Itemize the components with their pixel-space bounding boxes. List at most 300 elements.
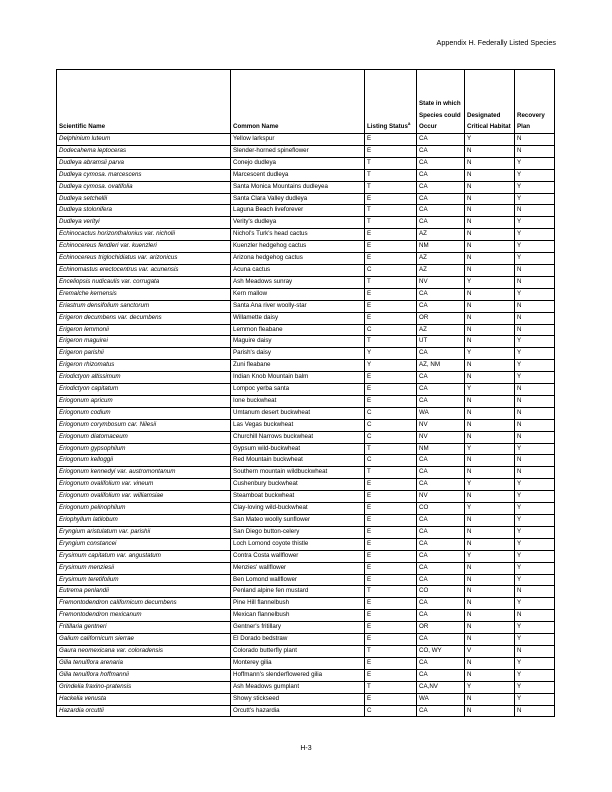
listing-status-cell: E xyxy=(365,229,417,241)
scientific-name-cell: Erysimum capitatum var. angustatum xyxy=(57,550,231,562)
critical-habitat-cell: N xyxy=(465,205,515,217)
listing-status-cell: E xyxy=(365,145,417,157)
recovery-plan-cell: N xyxy=(515,384,555,396)
col-scientific-name: Scientific Name xyxy=(57,70,231,134)
critical-habitat-cell: N xyxy=(465,455,515,467)
table-row xyxy=(57,288,555,300)
col-listing-status xyxy=(365,70,417,134)
recovery-plan-cell: N xyxy=(515,324,555,336)
table-row xyxy=(57,384,555,396)
recovery-plan-cell: Y xyxy=(515,181,555,193)
recovery-plan-cell: Y xyxy=(515,479,555,491)
table-row xyxy=(57,526,555,538)
state-cell: AZ xyxy=(417,324,465,336)
table-row xyxy=(57,312,555,324)
table-row xyxy=(57,169,555,181)
scientific-name-cell: Enceliopsis nudicaulis var. corrugata xyxy=(57,276,231,288)
table-row xyxy=(57,467,555,479)
scientific-name-cell: Galium californicum sierrae xyxy=(57,634,231,646)
scientific-name-cell: Erigeron rhizomatus xyxy=(57,360,231,372)
listing-status-cell: E xyxy=(365,526,417,538)
state-cell: CA xyxy=(417,705,465,717)
critical-habitat-cell: N xyxy=(465,395,515,407)
listing-status-cell: E xyxy=(365,193,417,205)
table-header-row xyxy=(57,70,555,134)
listing-status-cell: T xyxy=(365,181,417,193)
common-name-cell: Kuenzler hedgehog cactus xyxy=(231,241,365,253)
state-cell: OR xyxy=(417,312,465,324)
recovery-plan-cell: Y xyxy=(515,515,555,527)
state-cell: CA xyxy=(417,669,465,681)
recovery-plan-cell: Y xyxy=(515,622,555,634)
critical-habitat-cell: N xyxy=(465,515,515,527)
critical-habitat-cell: Y xyxy=(465,276,515,288)
critical-habitat-cell: N xyxy=(465,229,515,241)
recovery-plan-cell: Y xyxy=(515,241,555,253)
critical-habitat-cell: Y xyxy=(465,550,515,562)
common-name-cell: Red Mountain buckwheat xyxy=(231,455,365,467)
listing-status-cell: T xyxy=(365,443,417,455)
scientific-name-cell: Erysimum menziesii xyxy=(57,562,231,574)
scientific-name-cell: Dudleya cymosa. ovatifolia xyxy=(57,181,231,193)
scientific-name-cell: Eriogonum kelloggii xyxy=(57,455,231,467)
common-name-cell: Arizona hedgehog cactus xyxy=(231,253,365,265)
state-cell: CA xyxy=(417,217,465,229)
scientific-name-cell: Gilia tenuiflora arenaria xyxy=(57,657,231,669)
recovery-plan-cell: Y xyxy=(515,574,555,586)
state-cell: CO, WY xyxy=(417,645,465,657)
table-row xyxy=(57,157,555,169)
recovery-plan-cell: N xyxy=(515,431,555,443)
state-cell: CA xyxy=(417,574,465,586)
recovery-plan-cell: Y xyxy=(515,693,555,705)
common-name-cell: Santa Clara Valley dudleya xyxy=(231,193,365,205)
recovery-plan-cell: Y xyxy=(515,169,555,181)
state-cell: AZ xyxy=(417,264,465,276)
common-name-cell: Contra Costa wallflower xyxy=(231,550,365,562)
table-row xyxy=(57,586,555,598)
listing-status-cell: E xyxy=(365,598,417,610)
col-recovery-plan: Recovery Plan xyxy=(515,70,555,134)
listing-status-cell: T xyxy=(365,586,417,598)
critical-habitat-cell: N xyxy=(465,169,515,181)
table-row xyxy=(57,372,555,384)
common-name-cell: Gentner's fritillary xyxy=(231,622,365,634)
recovery-plan-cell: Y xyxy=(515,288,555,300)
state-cell: NV xyxy=(417,419,465,431)
listing-status-cell: Y xyxy=(365,348,417,360)
scientific-name-cell: Hazardia orcuttii xyxy=(57,705,231,717)
state-cell: CA xyxy=(417,169,465,181)
state-cell: CA xyxy=(417,300,465,312)
scientific-name-cell: Delphinium luteum xyxy=(57,134,231,146)
recovery-plan-cell: N xyxy=(515,145,555,157)
state-cell: CA xyxy=(417,515,465,527)
table-row xyxy=(57,574,555,586)
state-cell: AZ, NM xyxy=(417,360,465,372)
scientific-name-cell: Dodecahema leptoceras xyxy=(57,145,231,157)
common-name-cell: Southern mountain wildbuckwheat xyxy=(231,467,365,479)
common-name-cell: Slender-horned spineflower xyxy=(231,145,365,157)
listing-status-cell: E xyxy=(365,574,417,586)
state-cell: CA,NV xyxy=(417,681,465,693)
scientific-name-cell: Dudleya setchellii xyxy=(57,193,231,205)
scientific-name-cell: Eriodictyon altissimum xyxy=(57,372,231,384)
state-cell: NV xyxy=(417,431,465,443)
common-name-cell: Verity's dudleya xyxy=(231,217,365,229)
table-row xyxy=(57,610,555,622)
table-row xyxy=(57,515,555,527)
scientific-name-cell: Eriogonum apricum xyxy=(57,395,231,407)
col-state: State in which Species could Occur xyxy=(417,70,465,134)
listing-status-cell: E xyxy=(365,241,417,253)
scientific-name-cell: Eriogonum diatomaceum xyxy=(57,431,231,443)
state-cell: CA xyxy=(417,598,465,610)
listing-status-cell: E xyxy=(365,657,417,669)
scientific-name-cell: Eriogonum ovalifolium var. williamsiae xyxy=(57,491,231,503)
listing-status-cell: T xyxy=(365,217,417,229)
common-name-cell: Lemmon fleabane xyxy=(231,324,365,336)
recovery-plan-cell: N xyxy=(515,610,555,622)
listing-status-cell: E xyxy=(365,622,417,634)
state-cell: WA xyxy=(417,407,465,419)
state-cell: AZ xyxy=(417,229,465,241)
recovery-plan-cell: N xyxy=(515,455,555,467)
common-name-cell: Maguire daisy xyxy=(231,336,365,348)
table-row xyxy=(57,598,555,610)
state-cell: CA xyxy=(417,467,465,479)
critical-habitat-cell: N xyxy=(465,657,515,669)
listing-status-cell: T xyxy=(365,276,417,288)
listing-status-cell: E xyxy=(365,550,417,562)
state-cell: CA xyxy=(417,550,465,562)
critical-habitat-cell: N xyxy=(465,372,515,384)
scientific-name-cell: Fritillaria gentneri xyxy=(57,622,231,634)
scientific-name-cell: Hackelia venusta xyxy=(57,693,231,705)
state-cell: NM xyxy=(417,443,465,455)
listing-status-cell: C xyxy=(365,705,417,717)
critical-habitat-cell: N xyxy=(465,669,515,681)
critical-habitat-cell: Y xyxy=(465,681,515,693)
state-cell: WA xyxy=(417,693,465,705)
critical-habitat-cell: N xyxy=(465,181,515,193)
recovery-plan-cell: N xyxy=(515,276,555,288)
critical-habitat-cell: N xyxy=(465,336,515,348)
state-cell: CA xyxy=(417,372,465,384)
page-number: H-3 xyxy=(300,745,312,752)
recovery-plan-cell: Y xyxy=(515,491,555,503)
table-row xyxy=(57,503,555,515)
recovery-plan-cell: Y xyxy=(515,538,555,550)
critical-habitat-cell: N xyxy=(465,586,515,598)
recovery-plan-cell: Y xyxy=(515,634,555,646)
critical-habitat-cell: Y xyxy=(465,443,515,455)
table-row xyxy=(57,669,555,681)
listing-status-cell: E xyxy=(365,515,417,527)
common-name-cell: Ash Meadows gumplant xyxy=(231,681,365,693)
common-name-cell: Nichol's Turk's head cactus xyxy=(231,229,365,241)
state-cell: CA xyxy=(417,395,465,407)
state-cell: CA xyxy=(417,181,465,193)
common-name-cell: Mexican flannelbush xyxy=(231,610,365,622)
table-row xyxy=(57,395,555,407)
listing-status-cell: T xyxy=(365,205,417,217)
recovery-plan-cell: Y xyxy=(515,443,555,455)
common-name-cell: Menzies' wallflower xyxy=(231,562,365,574)
common-name-cell: Willamette daisy xyxy=(231,312,365,324)
state-cell: CA xyxy=(417,134,465,146)
recovery-plan-cell: Y xyxy=(515,681,555,693)
critical-habitat-cell: N xyxy=(465,431,515,443)
critical-habitat-cell: N xyxy=(465,324,515,336)
table-row xyxy=(57,193,555,205)
recovery-plan-cell: Y xyxy=(515,193,555,205)
scientific-name-cell: Echinocactus horizonthalonius var. nicholii xyxy=(57,229,231,241)
recovery-plan-cell: Y xyxy=(515,562,555,574)
listing-status-cell: E xyxy=(365,288,417,300)
table-row xyxy=(57,241,555,253)
recovery-plan-cell: Y xyxy=(515,348,555,360)
table-row xyxy=(57,205,555,217)
recovery-plan-cell: N xyxy=(515,645,555,657)
listing-status-cell: C xyxy=(365,431,417,443)
listing-status-cell: C xyxy=(365,419,417,431)
recovery-plan-cell: N xyxy=(515,467,555,479)
listing-status-cell: E xyxy=(365,395,417,407)
table-row xyxy=(57,300,555,312)
recovery-plan-cell: N xyxy=(515,419,555,431)
table-row xyxy=(57,407,555,419)
state-cell: CA xyxy=(417,657,465,669)
common-name-cell: Clay-loving wild-buckwheat xyxy=(231,503,365,515)
table-row xyxy=(57,657,555,669)
critical-habitat-cell: N xyxy=(465,562,515,574)
recovery-plan-cell: Y xyxy=(515,503,555,515)
critical-habitat-cell: N xyxy=(465,419,515,431)
common-name-cell: Conejo dudleya xyxy=(231,157,365,169)
table-row xyxy=(57,217,555,229)
common-name-cell: Lompoc yerba santa xyxy=(231,384,365,396)
listing-status-cell: E xyxy=(365,300,417,312)
state-cell: NV xyxy=(417,276,465,288)
listing-status-cell: E xyxy=(365,562,417,574)
critical-habitat-cell: N xyxy=(465,574,515,586)
recovery-plan-cell: Y xyxy=(515,336,555,348)
listing-status-cell: E xyxy=(365,669,417,681)
common-name-cell: Las Vegas buckwheat xyxy=(231,419,365,431)
recovery-plan-cell: Y xyxy=(515,217,555,229)
common-name-cell: Laguna Beach liveforever xyxy=(231,205,365,217)
critical-habitat-cell: N xyxy=(465,538,515,550)
recovery-plan-cell: N xyxy=(515,705,555,717)
table-row xyxy=(57,348,555,360)
scientific-name-cell: Fremontodendron mexicanum xyxy=(57,610,231,622)
state-cell: CA xyxy=(417,610,465,622)
state-cell: CA xyxy=(417,145,465,157)
critical-habitat-cell: N xyxy=(465,610,515,622)
listing-status-cell: T xyxy=(365,157,417,169)
table-row xyxy=(57,634,555,646)
common-name-cell: Hoffmann's slenderflowered gilia xyxy=(231,669,365,681)
recovery-plan-cell: Y xyxy=(515,360,555,372)
listing-status-cell: E xyxy=(365,312,417,324)
scientific-name-cell: Eriogonum kennedyi var. austromontanum xyxy=(57,467,231,479)
table-row xyxy=(57,681,555,693)
scientific-name-cell: Erigeron maguirei xyxy=(57,336,231,348)
critical-habitat-cell: N xyxy=(465,300,515,312)
common-name-cell: Cushenbury buckwheat xyxy=(231,479,365,491)
state-cell: CA xyxy=(417,634,465,646)
critical-habitat-cell: Y xyxy=(465,479,515,491)
state-cell: OR xyxy=(417,622,465,634)
critical-habitat-cell: N xyxy=(465,360,515,372)
common-name-cell: Steamboat buckwheat xyxy=(231,491,365,503)
scientific-name-cell: Erigeron lemmonii xyxy=(57,324,231,336)
col-listing-status-text: Listing Status xyxy=(367,122,408,130)
listing-status-cell: E xyxy=(365,610,417,622)
scientific-name-cell: Erigeron decumbens var. decumbens xyxy=(57,312,231,324)
table-row xyxy=(57,181,555,193)
listing-status-cell: C xyxy=(365,407,417,419)
listing-status-cell: C xyxy=(365,455,417,467)
state-cell: CA xyxy=(417,538,465,550)
scientific-name-cell: Eremalche kernensis xyxy=(57,288,231,300)
critical-habitat-cell: N xyxy=(465,598,515,610)
state-cell: CA xyxy=(417,384,465,396)
table-row xyxy=(57,491,555,503)
critical-habitat-cell: N xyxy=(465,705,515,717)
scientific-name-cell: Eriogonum ovalifolium var. vineum xyxy=(57,479,231,491)
critical-habitat-cell: V xyxy=(465,645,515,657)
common-name-cell: Santa Ana river woolly-star xyxy=(231,300,365,312)
col-critical-habitat: Designated Critical Habitat xyxy=(465,70,515,134)
critical-habitat-cell: N xyxy=(465,634,515,646)
table-row xyxy=(57,538,555,550)
table-row xyxy=(57,645,555,657)
common-name-cell: Ben Lomond wallflower xyxy=(231,574,365,586)
scientific-name-cell: Eryngium constancei xyxy=(57,538,231,550)
critical-habitat-cell: Y xyxy=(465,384,515,396)
table-row xyxy=(57,276,555,288)
critical-habitat-cell: N xyxy=(465,693,515,705)
common-name-cell: Indian Knob Mountain balm xyxy=(231,372,365,384)
scientific-name-cell: Dudleya stolonifera xyxy=(57,205,231,217)
critical-habitat-cell: N xyxy=(465,193,515,205)
table-row xyxy=(57,693,555,705)
recovery-plan-cell: Y xyxy=(515,598,555,610)
listing-status-cell: T xyxy=(365,681,417,693)
critical-habitat-cell: N xyxy=(465,241,515,253)
listing-status-cell: T xyxy=(365,169,417,181)
listing-status-cell: E xyxy=(365,634,417,646)
listing-status-cell: T xyxy=(365,467,417,479)
listing-status-cell: E xyxy=(365,503,417,515)
recovery-plan-cell: Y xyxy=(515,372,555,384)
critical-habitat-cell: N xyxy=(465,407,515,419)
scientific-name-cell: Erysimum teretifolium xyxy=(57,574,231,586)
table-row xyxy=(57,550,555,562)
table-row xyxy=(57,336,555,348)
common-name-cell: Parish's daisy xyxy=(231,348,365,360)
listing-status-cell: E xyxy=(365,384,417,396)
recovery-plan-cell: Y xyxy=(515,550,555,562)
table-row xyxy=(57,253,555,265)
common-name-cell: Loch Lomond coyote thistle xyxy=(231,538,365,550)
common-name-cell: Churchill Narrows buckwheat xyxy=(231,431,365,443)
table-row xyxy=(57,431,555,443)
critical-habitat-cell: Y xyxy=(465,503,515,515)
listing-status-cell: E xyxy=(365,253,417,265)
state-cell: NV xyxy=(417,491,465,503)
recovery-plan-cell: N xyxy=(515,205,555,217)
critical-habitat-cell: N xyxy=(465,526,515,538)
critical-habitat-cell: N xyxy=(465,217,515,229)
scientific-name-cell: Fremontodendron californicum decumbens xyxy=(57,598,231,610)
table-row xyxy=(57,229,555,241)
table-row xyxy=(57,443,555,455)
state-cell: CA xyxy=(417,479,465,491)
table-row xyxy=(57,134,555,146)
state-cell: CA xyxy=(417,526,465,538)
state-cell: CA xyxy=(417,205,465,217)
listing-status-cell: E xyxy=(365,479,417,491)
recovery-plan-cell: N xyxy=(515,395,555,407)
state-cell: UT xyxy=(417,336,465,348)
scientific-name-cell: Echinomastus erectocentrus var. acunensis xyxy=(57,264,231,276)
state-cell: CA xyxy=(417,193,465,205)
recovery-plan-cell: Y xyxy=(515,526,555,538)
state-cell: CA xyxy=(417,157,465,169)
scientific-name-cell: Grindelia fraxino-pratensis xyxy=(57,681,231,693)
listing-status-cell: E xyxy=(365,134,417,146)
table-row xyxy=(57,562,555,574)
scientific-name-cell: Eriogonum corymbosum car. Nilesii xyxy=(57,419,231,431)
critical-habitat-cell: N xyxy=(465,288,515,300)
state-cell: AZ xyxy=(417,253,465,265)
listing-status-cell: E xyxy=(365,491,417,503)
table-row xyxy=(57,145,555,157)
listing-status-cell: T xyxy=(365,336,417,348)
recovery-plan-cell: Y xyxy=(515,669,555,681)
scientific-name-cell: Echinocereus fendleri var. kuenzleri xyxy=(57,241,231,253)
recovery-plan-cell: N xyxy=(515,264,555,276)
critical-habitat-cell: N xyxy=(465,264,515,276)
common-name-cell: San Mateo woolly sunflower xyxy=(231,515,365,527)
critical-habitat-cell: N xyxy=(465,157,515,169)
scientific-name-cell: Eriogonum gypsophilum xyxy=(57,443,231,455)
listing-status-cell: E xyxy=(365,372,417,384)
common-name-cell: Penland alpine fen mustard xyxy=(231,586,365,598)
state-cell: CO xyxy=(417,586,465,598)
scientific-name-cell: Dudleya verityi xyxy=(57,217,231,229)
listing-status-cell: T xyxy=(365,645,417,657)
table-row xyxy=(57,264,555,276)
common-name-cell: Gypsum wild-buckwheat xyxy=(231,443,365,455)
recovery-plan-cell: Y xyxy=(515,657,555,669)
critical-habitat-cell: N xyxy=(465,312,515,324)
col-listing-status-footnote: a xyxy=(407,120,411,126)
state-cell: CA xyxy=(417,562,465,574)
state-cell: CO xyxy=(417,503,465,515)
recovery-plan-cell: Y xyxy=(515,229,555,241)
listing-status-cell: C xyxy=(365,324,417,336)
common-name-cell: Pine Hill flannelbush xyxy=(231,598,365,610)
page-header: Appendix H. Federally Listed Species xyxy=(436,38,556,47)
table-row xyxy=(57,479,555,491)
critical-habitat-cell: N xyxy=(465,467,515,479)
table-row xyxy=(57,360,555,372)
recovery-plan-cell: N xyxy=(515,134,555,146)
